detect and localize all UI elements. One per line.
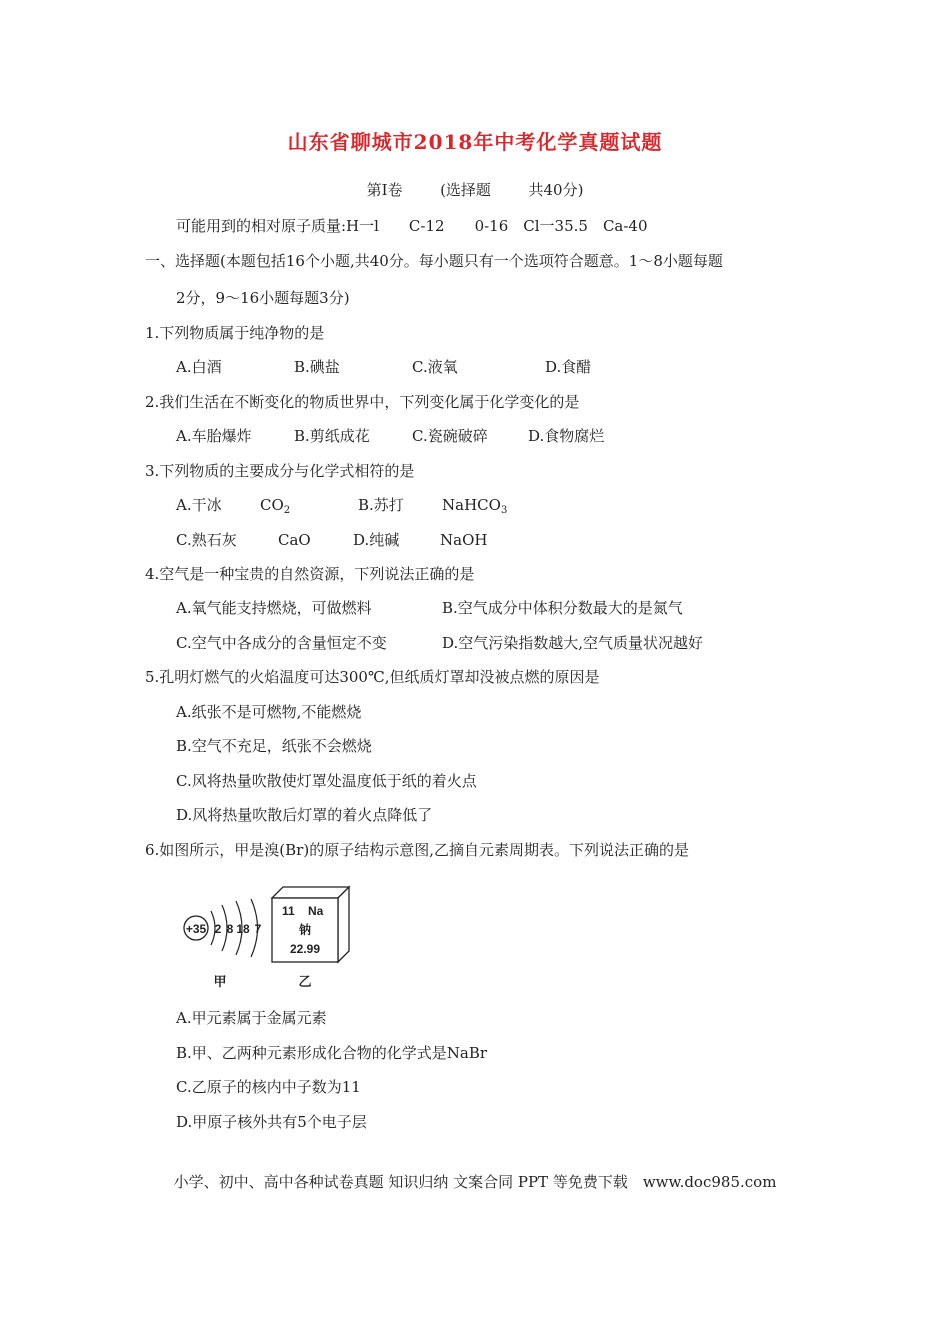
shell-1-electrons: 2 — [214, 922, 222, 936]
label-jia: 甲 — [213, 975, 227, 990]
box-side-face — [338, 887, 349, 962]
shell-4-electrons: 7 — [254, 922, 262, 936]
q5-option-b: B.空气不充足，纸张不会燃烧 — [176, 737, 372, 755]
q5-option-d: D.风将热量吹散后灯罩的着火点降低了 — [176, 806, 433, 824]
element-number: 11 — [282, 904, 295, 918]
shell-3-electrons: 18 — [236, 922, 250, 936]
q2-option-b: B.剪纸成花 — [294, 427, 370, 445]
sodium-element-cell — [272, 887, 349, 990]
q3-option-c-name: C.熟石灰 — [176, 531, 237, 549]
q3-option-d-formula: NaOH — [440, 531, 488, 549]
q1-option-c: C.液氧 — [412, 358, 458, 376]
q2-option-a: A.车胎爆炸 — [176, 427, 252, 445]
atom-and-element-figure — [178, 878, 368, 996]
q4-option-b: B.空气成分中体积分数最大的是氮气 — [442, 599, 683, 617]
q4-option-a: A.氧气能支持燃烧，可做燃料 — [176, 599, 372, 617]
q3-option-b-formula: NaHCO$_3$ — [442, 496, 508, 516]
q1-option-a: A.白酒 — [176, 358, 222, 376]
question-5-stem: 5.孔明灯燃气的火焰温度可达300℃,但纸质灯罩却没被点燃的原因是 — [145, 668, 600, 686]
bromine-atom-diagram — [184, 899, 262, 990]
section-heading — [0, 180, 950, 200]
section-total: 共40分) — [528, 181, 584, 199]
label-yi: 乙 — [298, 975, 312, 990]
question-3-stem: 3.下列物质的主要成分与化学式相符的是 — [145, 462, 415, 480]
page-title: 山东省聊城市2018年中考化学真题试题 — [287, 130, 663, 154]
element-mass: 22.99 — [289, 942, 321, 956]
instructions-line-1: 一、选择题(本题包括16个小题,共40分。每小题只有一个选项符合题意。1～8小题每题 — [145, 252, 723, 270]
question-6-stem: 6.如图所示，甲是溴(Br)的原子结构示意图,乙摘自元素周期表。下列说法正确的是 — [145, 841, 689, 859]
q3-option-c-formula: CaO — [278, 531, 311, 549]
nucleus-charge: +35 — [185, 922, 207, 936]
question-4-stem: 4.空气是一种宝贵的自然资源，下列说法正确的是 — [145, 565, 475, 583]
section-part: 第Ⅰ卷 — [366, 181, 403, 199]
element-symbol: Na — [308, 904, 324, 918]
q6-option-d: D.甲原子核外共有5个电子层 — [176, 1113, 367, 1131]
question-1-stem: 1.下列物质属于纯净物的是 — [145, 324, 325, 342]
box-top-face — [272, 887, 349, 898]
q5-option-a: A.纸张不是可燃物,不能燃烧 — [176, 703, 362, 721]
q6-option-a: A.甲元素属于金属元素 — [176, 1009, 327, 1027]
q1-option-d: D.食醋 — [545, 358, 592, 376]
instructions-line-2: 2分，9～16小题每题3分) — [176, 289, 350, 307]
q3-option-b-name: B.苏打 — [358, 496, 404, 514]
element-name: 钠 — [298, 923, 312, 937]
page-footer: 小学、初中、高中各种试卷真题 知识归纳 文案合同 PPT 等免费下载 www.doc985.com — [173, 1173, 777, 1191]
q5-option-c: C.风将热量吹散使灯罩处温度低于纸的着火点 — [176, 772, 477, 790]
q2-option-c: C.瓷碗破碎 — [412, 427, 488, 445]
q1-option-b: B.碘盐 — [294, 358, 340, 376]
atomic-masses: 可能用到的相对原子质量:H一l C-12 0-16 Cl一35.5 Ca-40 — [176, 217, 648, 235]
q4-option-d: D.空气污染指数越大,空气质量状况越好 — [442, 634, 704, 652]
q6-option-c: C.乙原子的核内中子数为11 — [176, 1078, 361, 1096]
q4-option-c: C.空气中各成分的含量恒定不变 — [176, 634, 387, 652]
q6-option-b: B.甲、乙两种元素形成化合物的化学式是NaBr — [176, 1044, 488, 1062]
q3-option-d-name: D.纯碱 — [353, 531, 400, 549]
q2-option-d: D.食物腐烂 — [528, 427, 605, 445]
question-2-stem: 2.我们生活在不断变化的物质世界中，下列变化属于化学变化的是 — [145, 393, 580, 411]
q3-option-a-formula: $CO_2$ — [260, 496, 291, 516]
q3-option-a-name: A.干冰 — [176, 496, 222, 514]
section-type: (选择题 — [440, 181, 491, 199]
shell-2-electrons: 8 — [226, 922, 234, 936]
